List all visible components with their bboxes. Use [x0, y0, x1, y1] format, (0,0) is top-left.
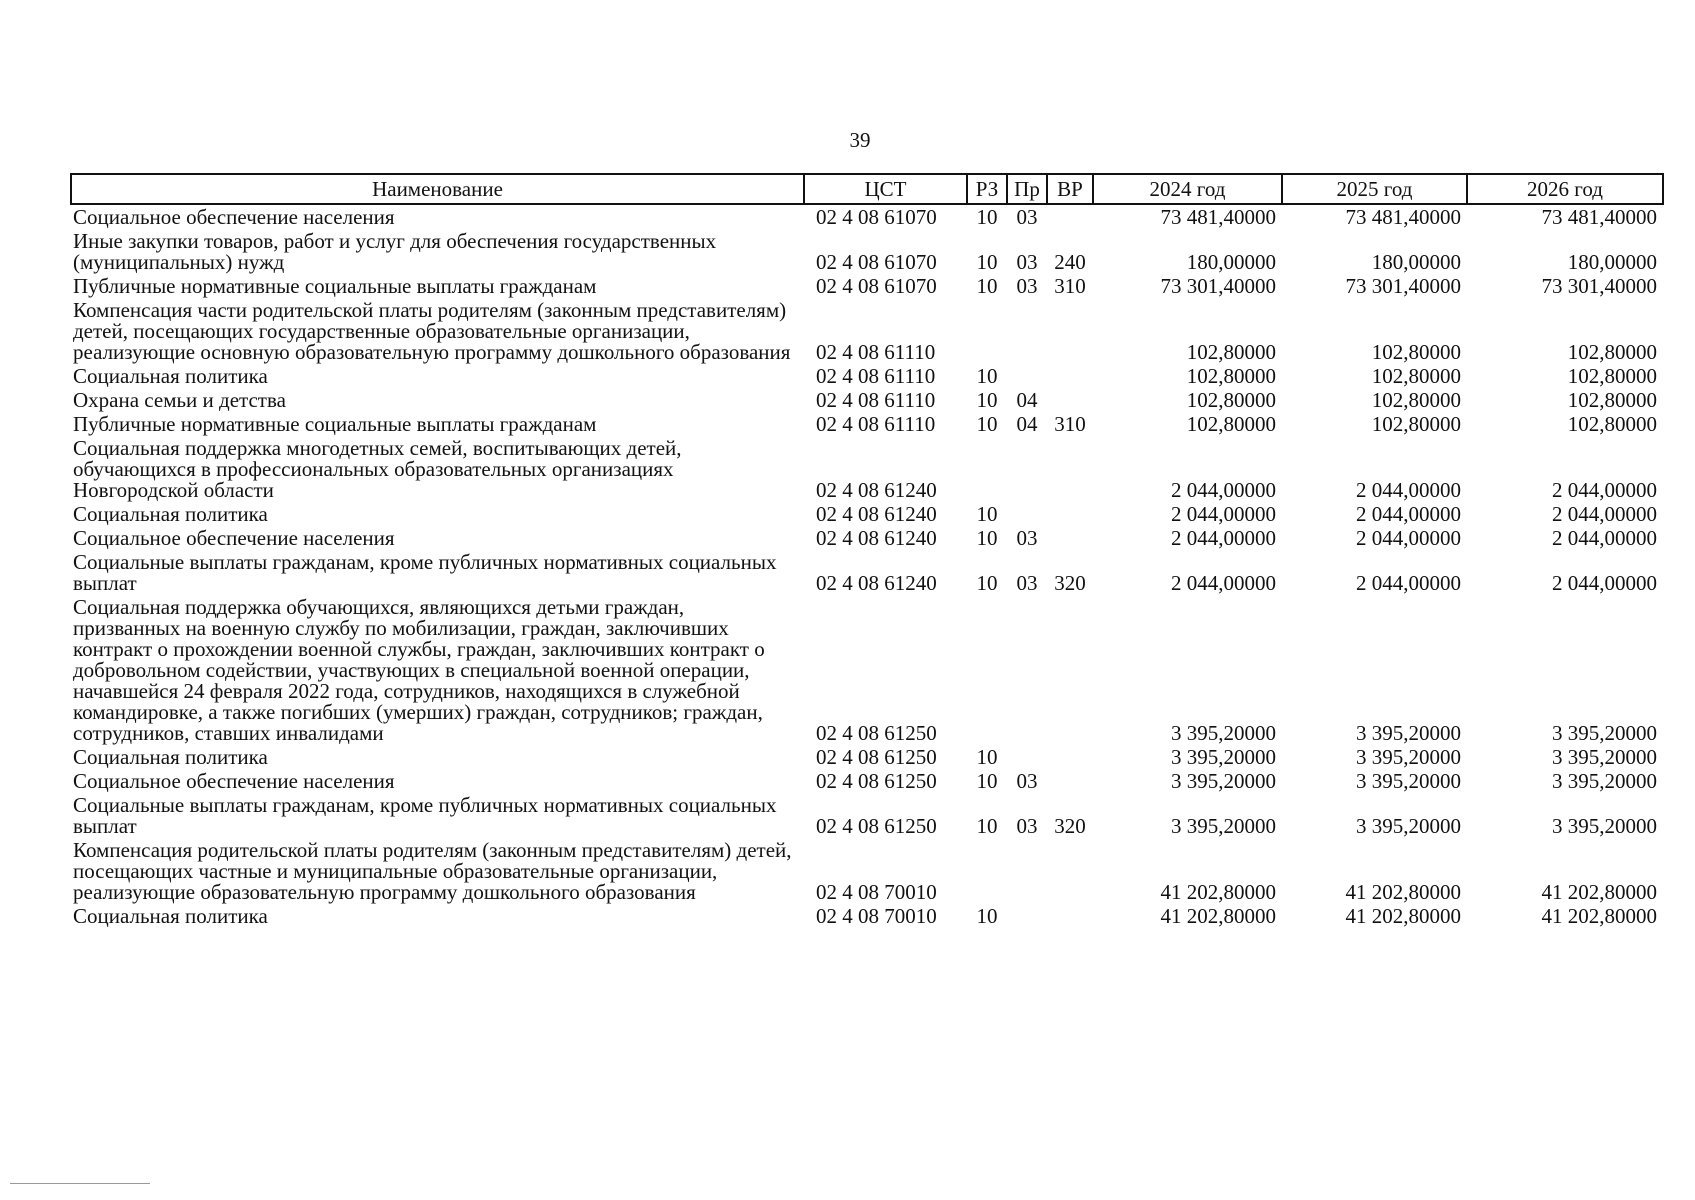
cell-rz: 10: [976, 250, 998, 274]
cell-pr: 04: [1016, 388, 1038, 412]
cell-y2025: 3 395,20000: [1356, 814, 1461, 838]
cell-vr: [1047, 364, 1093, 388]
cell-y2025: 2 044,00000: [1356, 502, 1461, 526]
cell-rz: 10: [976, 388, 998, 412]
cell-cst: 02 4 08 61070: [816, 274, 937, 298]
cell-y2024: 2 044,00000: [1171, 478, 1276, 502]
cell-rz: 10: [976, 904, 998, 928]
cell-rz: 10: [976, 571, 998, 595]
table-row: [71, 274, 1663, 298]
header-cst: ЦСТ: [804, 174, 967, 204]
table-row: [71, 204, 1663, 229]
cell-pr: 03: [1016, 814, 1038, 838]
header-pr: Пр: [1007, 174, 1047, 204]
cell-y2024: 41 202,80000: [1160, 904, 1276, 928]
cell-y2026: 102,80000: [1567, 340, 1657, 364]
cell-pr: [1007, 904, 1047, 928]
cell-rz: 10: [976, 814, 998, 838]
cell-vr: [1047, 904, 1093, 928]
cell-vr: 310: [1054, 274, 1086, 298]
cell-y2026: 2 044,00000: [1552, 502, 1657, 526]
cell-name: Социальная политика: [73, 502, 268, 526]
cell-vr: [1047, 204, 1093, 229]
table-header: [71, 174, 1663, 204]
cell-y2025: 2 044,00000: [1356, 526, 1461, 550]
table-row: [71, 769, 1663, 793]
cell-y2024: 41 202,80000: [1160, 880, 1276, 904]
cell-cst: 02 4 08 61250: [816, 814, 937, 838]
cell-y2025: 2 044,00000: [1356, 571, 1461, 595]
cell-y2025: 73 481,40000: [1345, 205, 1461, 229]
cell-y2026: 41 202,80000: [1541, 904, 1657, 928]
cell-cst: 02 4 08 61240: [816, 526, 937, 550]
cell-name: Социальная поддержка многодетных семей, воспитывающих детей, обучающихся в профессиональных образовательных организациях Новгородской области: [73, 436, 682, 502]
cell-y2024: 102,80000: [1186, 388, 1276, 412]
cell-name: Охрана семьи и детства: [73, 388, 286, 412]
cell-vr: [1047, 298, 1093, 364]
cell-y2024: 102,80000: [1186, 340, 1276, 364]
cell-y2026: 3 395,20000: [1552, 745, 1657, 769]
cell-vr: 320: [1054, 571, 1086, 595]
cell-y2025: 102,80000: [1371, 412, 1461, 436]
cell-cst: 02 4 08 61070: [816, 205, 937, 229]
cell-vr: 240: [1054, 250, 1086, 274]
cell-y2026: 73 301,40000: [1541, 274, 1657, 298]
cell-y2026: 3 395,20000: [1552, 769, 1657, 793]
cell-y2025: 180,00000: [1371, 250, 1461, 274]
header-row: [71, 174, 1663, 204]
cell-cst: 02 4 08 61110: [816, 364, 936, 388]
header-name: Наименование: [71, 174, 804, 204]
table-body: [71, 204, 1663, 928]
cell-cst: 02 4 08 70010: [816, 880, 937, 904]
cell-cst: 02 4 08 61240: [816, 478, 937, 502]
cell-y2024: 3 395,20000: [1171, 721, 1276, 745]
cell-name: Социальное обеспечение населения: [73, 769, 395, 793]
cell-vr: [1047, 745, 1093, 769]
cell-rz: [967, 436, 1007, 502]
cell-rz: 10: [976, 205, 998, 229]
cell-name: Социальная политика: [73, 904, 268, 928]
cell-name: Компенсация части родительской платы родителям (законным представителям) детей, посещающих государственные образовательные организации, реализующие основную образовательную программу дошкольного образования: [73, 298, 791, 364]
cell-rz: 10: [976, 364, 998, 388]
cell-pr: [1007, 364, 1047, 388]
page-number: 39: [849, 128, 871, 152]
cell-rz: 10: [976, 769, 998, 793]
cell-y2025: 3 395,20000: [1356, 769, 1461, 793]
cell-name: Социальная политика: [73, 745, 268, 769]
cell-y2026: 3 395,20000: [1552, 814, 1657, 838]
cell-name: Социальное обеспечение населения: [73, 526, 395, 550]
cell-vr: [1047, 838, 1093, 904]
cell-vr: [1047, 595, 1093, 745]
cell-cst: 02 4 08 61110: [816, 388, 936, 412]
cell-cst: 02 4 08 61070: [816, 250, 937, 274]
scan-artifact-line: [10, 1183, 150, 1184]
cell-y2026: 2 044,00000: [1552, 478, 1657, 502]
cell-cst: 02 4 08 61250: [816, 769, 937, 793]
cell-vr: [1047, 436, 1093, 502]
cell-vr: 310: [1054, 412, 1086, 436]
table-row: [71, 793, 1663, 838]
table-row: [71, 526, 1663, 550]
table-row: [71, 502, 1663, 526]
cell-rz: 10: [976, 745, 998, 769]
cell-pr: [1007, 745, 1047, 769]
cell-y2024: 73 481,40000: [1160, 205, 1276, 229]
cell-y2026: 73 481,40000: [1541, 205, 1657, 229]
cell-vr: [1047, 526, 1093, 550]
header-year-2026: 2026 год: [1467, 174, 1663, 204]
cell-y2024: 2 044,00000: [1171, 526, 1276, 550]
cell-y2025: 102,80000: [1371, 388, 1461, 412]
cell-y2025: 102,80000: [1371, 340, 1461, 364]
cell-rz: [967, 838, 1007, 904]
cell-y2024: 3 395,20000: [1171, 814, 1276, 838]
cell-y2025: 2 044,00000: [1356, 478, 1461, 502]
cell-y2026: 3 395,20000: [1552, 721, 1657, 745]
header-rz: РЗ: [967, 174, 1007, 204]
cell-rz: 10: [976, 526, 998, 550]
cell-name: Иные закупки товаров, работ и услуг для обеспечения государственных (муниципальных) нужд: [73, 229, 717, 274]
table-row: [71, 745, 1663, 769]
cell-rz: 10: [976, 502, 998, 526]
cell-y2026: 2 044,00000: [1552, 526, 1657, 550]
table-row: [71, 298, 1663, 364]
cell-y2025: 41 202,80000: [1345, 880, 1461, 904]
cell-name: Компенсация родительской платы родителям (законным представителям) детей, посещающих частные и муниципальные образовательные организации, реализующие образовательную программу дошкольного образования: [73, 838, 792, 904]
cell-cst: 02 4 08 61250: [816, 721, 937, 745]
cell-pr: 03: [1016, 769, 1038, 793]
table-row: [71, 364, 1663, 388]
cell-vr: [1047, 388, 1093, 412]
cell-cst: 02 4 08 61250: [816, 745, 937, 769]
table-row: [71, 412, 1663, 436]
cell-pr: [1007, 298, 1047, 364]
cell-name: Социальные выплаты гражданам, кроме публичных нормативных социальных выплат: [73, 793, 777, 838]
table-row: [71, 229, 1663, 274]
cell-y2024: 73 301,40000: [1160, 274, 1276, 298]
cell-y2024: 180,00000: [1186, 250, 1276, 274]
cell-y2024: 3 395,20000: [1171, 769, 1276, 793]
cell-pr: [1007, 502, 1047, 526]
cell-y2024: 2 044,00000: [1171, 502, 1276, 526]
header-year-2024: 2024 год: [1093, 174, 1282, 204]
cell-y2024: 102,80000: [1186, 412, 1276, 436]
cell-y2025: 41 202,80000: [1345, 904, 1461, 928]
cell-name: Социальная политика: [73, 364, 268, 388]
cell-cst: 02 4 08 61240: [816, 502, 937, 526]
cell-name: Социальное обеспечение населения: [73, 205, 395, 229]
cell-y2026: 41 202,80000: [1541, 880, 1657, 904]
cell-y2026: 102,80000: [1567, 412, 1657, 436]
cell-pr: 03: [1016, 274, 1038, 298]
cell-cst: 02 4 08 61110: [816, 340, 936, 364]
cell-y2026: 2 044,00000: [1552, 571, 1657, 595]
cell-y2025: 73 301,40000: [1345, 274, 1461, 298]
cell-rz: 10: [976, 412, 998, 436]
cell-rz: [967, 595, 1007, 745]
cell-y2024: 2 044,00000: [1171, 571, 1276, 595]
cell-vr: [1047, 769, 1093, 793]
table-row: [71, 550, 1663, 595]
cell-y2026: 180,00000: [1567, 250, 1657, 274]
cell-y2025: 3 395,20000: [1356, 721, 1461, 745]
cell-y2026: 102,80000: [1567, 364, 1657, 388]
cell-cst: 02 4 08 70010: [816, 904, 937, 928]
cell-cst: 02 4 08 61110: [816, 412, 936, 436]
cell-rz: [967, 298, 1007, 364]
header-vr: ВР: [1047, 174, 1093, 204]
cell-pr: 03: [1016, 526, 1038, 550]
cell-pr: 03: [1016, 571, 1038, 595]
table-row: [71, 595, 1663, 745]
cell-y2024: 3 395,20000: [1171, 745, 1276, 769]
table-row: [71, 838, 1663, 904]
cell-y2026: 102,80000: [1567, 388, 1657, 412]
cell-name: Социальные выплаты гражданам, кроме публичных нормативных социальных выплат: [73, 550, 777, 595]
cell-vr: 320: [1054, 814, 1086, 838]
cell-rz: 10: [976, 274, 998, 298]
table-row: [71, 388, 1663, 412]
cell-pr: [1007, 595, 1047, 745]
cell-pr: [1007, 436, 1047, 502]
cell-name: Публичные нормативные социальные выплаты гражданам: [73, 274, 597, 298]
cell-y2024: 102,80000: [1186, 364, 1276, 388]
budget-table: [70, 173, 1664, 928]
cell-pr: [1007, 838, 1047, 904]
header-year-2025: 2025 год: [1282, 174, 1467, 204]
cell-y2025: 3 395,20000: [1356, 745, 1461, 769]
cell-y2025: 102,80000: [1371, 364, 1461, 388]
cell-name: Публичные нормативные социальные выплаты гражданам: [73, 412, 597, 436]
table-row: [71, 436, 1663, 502]
cell-pr: 04: [1016, 412, 1038, 436]
cell-pr: 03: [1016, 205, 1038, 229]
cell-vr: [1047, 502, 1093, 526]
table-row: [71, 904, 1663, 928]
cell-name: Социальная поддержка обучающихся, являющихся детьми граждан, призванных на военную службу по мобилизации, граждан, заключивших контракт о прохождении военной службы, граждан, заключивших контракт о добровольном содействии, участвующих в специальной военной операции, начавшейся 24 февраля 2022 года, сотрудников, находящихся в служебной командировке, а также погибших (умерших) граждан, сотрудников; граждан, сотрудников, ставших инвалидами: [73, 595, 765, 745]
cell-pr: 03: [1016, 250, 1038, 274]
cell-cst: 02 4 08 61240: [816, 571, 937, 595]
